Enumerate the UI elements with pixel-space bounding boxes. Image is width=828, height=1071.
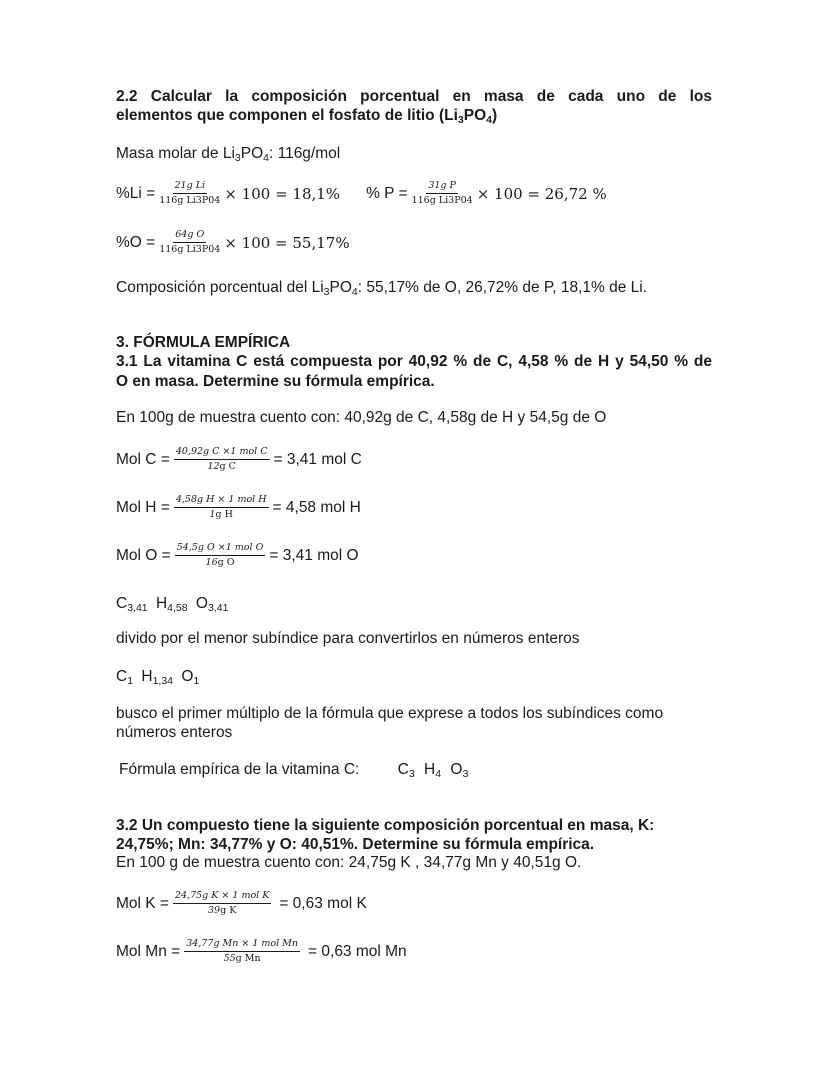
eq-label: Mol H =	[116, 498, 170, 516]
eq-label: Mol O =	[116, 546, 171, 564]
fraction	[159, 180, 220, 207]
eq-result: = 3,41 mol O	[269, 546, 359, 564]
eq-label: %O =	[116, 233, 156, 251]
eq-label: Mol Mn =	[116, 942, 181, 960]
eq-label: Mol K =	[116, 894, 169, 912]
subscript: 1	[193, 675, 200, 687]
subscript: 3	[323, 286, 330, 298]
o-percent-equation	[116, 229, 350, 256]
eq-label: Mol C =	[116, 450, 170, 468]
subscript: 1	[127, 675, 134, 687]
denominator: 116g Li3P04	[159, 195, 221, 206]
formula-raw	[116, 594, 228, 613]
denominator-unit: g C	[219, 461, 236, 472]
fraction	[174, 494, 269, 521]
fraction	[184, 938, 300, 965]
subscript: 3	[457, 114, 464, 126]
composition-label: Composición porcentual del Li	[116, 279, 324, 296]
element-h: H	[155, 595, 168, 612]
composition-values: : 55,17% de O, 26,72% de P, 18,1% de Li.	[357, 279, 648, 296]
element-h: H	[141, 668, 153, 685]
denominator	[209, 508, 232, 521]
question-2-2-line1: 2.2 Calcular la composición porcentual en masa de cada uno de los	[116, 88, 712, 105]
numerator: 40,92g C ×1 mol C	[174, 446, 270, 460]
subscript: 4	[263, 152, 269, 164]
denominator	[207, 460, 235, 473]
denominator-unit: g Mn	[235, 953, 261, 964]
subscript: 3	[462, 768, 469, 780]
fraction	[175, 542, 266, 569]
denominator	[208, 904, 236, 917]
formula-divided	[116, 667, 199, 686]
numerator: 31g P	[426, 180, 458, 194]
element-o: O	[181, 668, 194, 685]
section-3-title: 3. FÓRMULA EMPÍRICA	[116, 334, 291, 351]
subscript: 4	[351, 286, 358, 298]
denominator-number: 16	[205, 557, 218, 568]
denominator-unit: g H	[215, 509, 233, 520]
mol-k-equation	[116, 890, 367, 917]
fraction	[174, 446, 270, 473]
question-3-1-line2: O en masa. Determine su fórmula empírica.	[116, 373, 435, 390]
molar-mass-label: Masa molar de Li	[116, 145, 235, 162]
fraction	[412, 180, 473, 207]
element-c: C	[397, 761, 409, 778]
subscript: 4	[435, 768, 442, 780]
mol-c-equation	[116, 446, 362, 473]
numerator: 24,75g K × 1 mol K	[173, 890, 271, 904]
element-o: O	[450, 761, 463, 778]
composition-line	[116, 278, 647, 297]
element-c: C	[116, 595, 128, 612]
paren: )	[492, 107, 498, 124]
denominator	[206, 556, 235, 569]
numerator: 64g O	[173, 229, 206, 243]
eq-result: = 4,58 mol H	[272, 498, 361, 516]
molar-mass-value: : 116g/mol	[268, 145, 341, 162]
fraction	[159, 229, 220, 256]
final-formula-label: Fórmula empírica de la vitamina C:	[119, 761, 360, 778]
denominator-unit: g K	[220, 905, 237, 916]
final-formula-line	[119, 760, 468, 779]
multiple-note-line2: números enteros	[116, 724, 233, 741]
subscript: 1,34	[152, 675, 173, 687]
mol-o-equation	[116, 542, 359, 569]
eq-result: = 0,63 mol K	[279, 894, 367, 912]
denominator	[224, 952, 261, 965]
question-2-2-text: elementos que componen el fosfato de litio (Li	[116, 107, 458, 124]
element-o: O	[195, 595, 208, 612]
fraction	[173, 890, 271, 917]
sample-line-3-2: En 100 g de muestra cuento con: 24,75g K , 34,77g Mn y 40,51g O.	[116, 854, 582, 871]
question-3-2-line2: 24,75%; Mn: 34,77% y O: 40,51%. Determine su fórmula empírica.	[116, 836, 595, 853]
subscript: 3	[408, 768, 415, 780]
denominator-number: 39	[208, 905, 221, 916]
numerator: 54,5g O ×1 mol O	[175, 542, 266, 556]
eq-result: × 100 = 26,72 %	[476, 184, 607, 203]
subscript: 3,41	[207, 602, 229, 614]
denominator: 116g Li3P04	[159, 244, 221, 255]
numerator: 21g Li	[173, 180, 208, 194]
numerator: 4,58g H × 1 mol H	[174, 494, 269, 508]
denominator-number: 55	[223, 953, 236, 964]
denominator: 116g Li3P04	[411, 195, 473, 206]
molar-mass-line	[116, 144, 340, 163]
subscript: 4	[486, 114, 492, 126]
eq-label: % P =	[366, 184, 408, 202]
eq-label: %Li =	[116, 184, 156, 202]
eq-result: = 3,41 mol C	[273, 450, 362, 468]
li-percent-equation	[116, 180, 607, 207]
denominator-unit: g O	[217, 557, 235, 568]
denominator-number: 12	[207, 461, 220, 472]
divide-note: divido por el menor subíndice para convertirlos en números enteros	[116, 630, 580, 647]
sample-line: En 100g de muestra cuento con: 40,92g de C, 4,58g de H y 54,5g de O	[116, 409, 607, 426]
mol-h-equation	[116, 494, 361, 521]
element-c: C	[116, 668, 128, 685]
question-3-2-line1: 3.2 Un compuesto tiene la siguiente composición porcentual en masa, K:	[116, 817, 655, 834]
denominator-number: 1	[209, 509, 216, 520]
eq-result: × 100 = 55,17%	[224, 233, 350, 252]
eq-result: × 100 = 18,1%	[224, 184, 341, 203]
eq-result: = 0,63 mol Mn	[308, 942, 407, 960]
question-3-1-line1: 3.1 La vitamina C está compuesta por 40,92 % de C, 4,58 % de H y 54,50 % de	[116, 353, 712, 370]
element-h: H	[424, 761, 436, 778]
formula-part: PO	[240, 145, 264, 162]
multiple-note-line1: busco el primer múltiplo de la fórmula que exprese a todos los subíndices como	[116, 705, 664, 722]
mol-mn-equation	[116, 938, 407, 965]
subscript: 3,41	[127, 602, 148, 614]
formula-part: PO	[463, 107, 487, 124]
numerator: 34,77g Mn × 1 mol Mn	[184, 938, 300, 952]
subscript: 4,58	[167, 602, 188, 614]
formula-part: PO	[329, 279, 352, 296]
question-2-2-line2	[116, 106, 497, 125]
subscript: 3	[234, 152, 241, 164]
